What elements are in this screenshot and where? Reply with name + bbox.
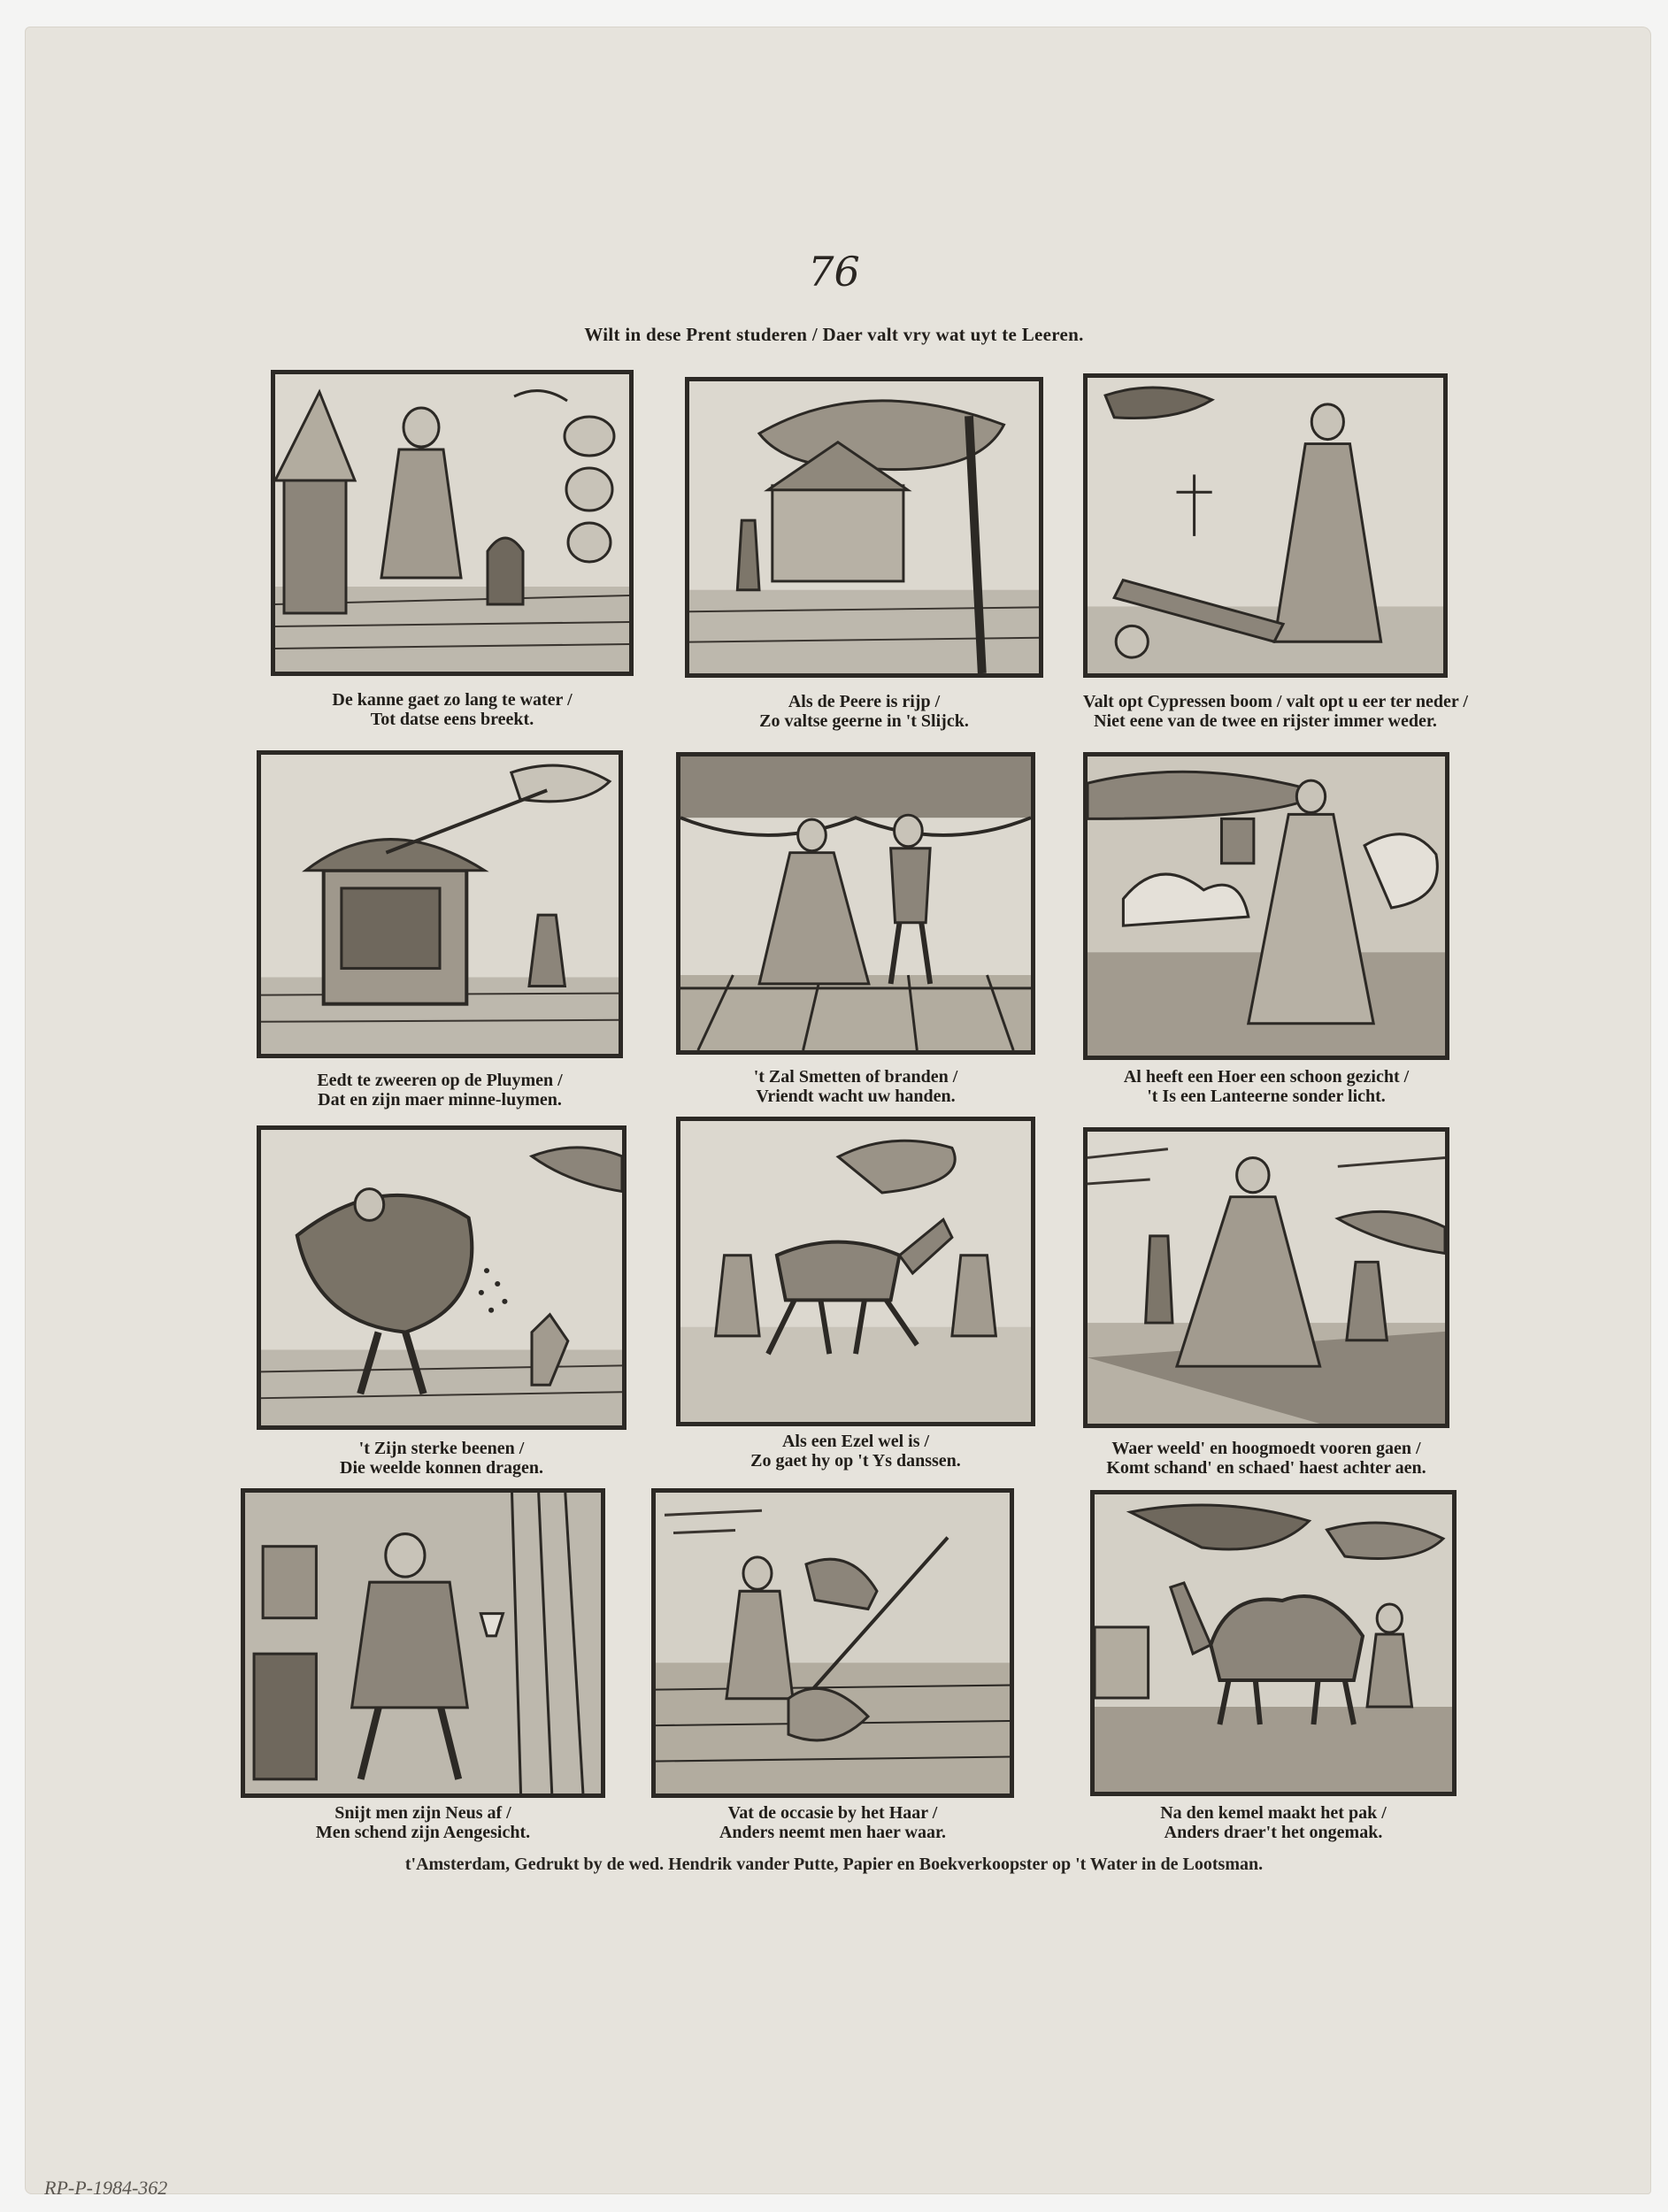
- caption-line-1: Als een Ezel wel is /: [781, 1432, 930, 1451]
- caption-11: [651, 1803, 1014, 1842]
- caption-4: [257, 1071, 623, 1110]
- caption-line-2: Die weelde konnen dragen.: [340, 1458, 543, 1478]
- woodcut-image: [656, 1493, 1010, 1793]
- caption-line-1: Vat de occasie by het Haar /: [727, 1803, 938, 1823]
- caption-line-1: Al heeft een Hoer een schoon gezicht /: [1123, 1067, 1410, 1087]
- woodcut-image: [1088, 1132, 1445, 1424]
- caption-10: [241, 1803, 605, 1842]
- woodcut-image: [680, 1121, 1031, 1422]
- caption-7: [257, 1439, 626, 1478]
- woodcut-panel-4: [257, 750, 623, 1058]
- caption-line-1: Als de Peere is rijp /: [788, 692, 941, 711]
- woodcut-panel-2: [685, 377, 1043, 678]
- caption-3: [1083, 692, 1468, 731]
- caption-line-2: Tot datse eens breekt.: [370, 710, 534, 729]
- woodcut-panel-10: [241, 1488, 605, 1798]
- woodcut-image: [1095, 1494, 1452, 1792]
- sheet-title: Wilt in dese Prent studeren / Daer valt vry wat uyt te Leeren.: [584, 324, 1084, 345]
- caption-line-1: Snijt men zijn Neus af /: [334, 1803, 511, 1823]
- caption-line-2: Vriendt wacht uw handen.: [756, 1087, 956, 1106]
- woodcut-panel-12: [1090, 1490, 1457, 1796]
- caption-12: [1090, 1803, 1457, 1842]
- caption-2: [685, 692, 1043, 731]
- caption-line-1: 't Zijn sterke beenen /: [358, 1439, 525, 1458]
- inventory-number: RP-P-1984-362: [44, 2177, 168, 2199]
- woodcut-image: [245, 1493, 601, 1793]
- woodcut-panel-3: [1083, 373, 1448, 678]
- page-number: 76: [808, 248, 860, 296]
- caption-line-2: Zo valtse geerne in 't Slijck.: [759, 711, 969, 731]
- caption-line-2: Zo gaet hy op 't Ys danssen.: [750, 1451, 961, 1471]
- caption-line-2: 't Is een Lanteerne sonder licht.: [1147, 1087, 1386, 1106]
- caption-line-2: Men schend zijn Aengesicht.: [315, 1823, 531, 1842]
- caption-line-2: Anders draer't het ongemak.: [1164, 1823, 1383, 1842]
- caption-line-1: 't Zal Smetten of branden /: [753, 1067, 958, 1087]
- caption-8: [676, 1432, 1035, 1471]
- caption-line-2: Dat en zijn maer minne-luymen.: [318, 1090, 562, 1110]
- caption-line-1: Waer weeld' en hoogmoedt vooren gaen /: [1111, 1439, 1421, 1458]
- caption-line-1: Eedt te zweeren op de Pluymen /: [317, 1071, 563, 1090]
- woodcut-image: [680, 757, 1031, 1050]
- caption-line-2: Niet eene van de twee en rijster immer weder.: [1094, 711, 1437, 731]
- woodcut-image: [689, 381, 1039, 673]
- caption-line-1: Valt opt Cypressen boom / valt opt u eer ter neder /: [1083, 692, 1468, 711]
- caption-5: [676, 1067, 1035, 1106]
- woodcut-panel-1: [271, 370, 634, 676]
- woodcut-panel-9: [1083, 1127, 1449, 1428]
- woodcut-panel-7: [257, 1125, 626, 1430]
- woodcut-panel-6: [1083, 752, 1449, 1060]
- printer-imprint: t'Amsterdam, Gedrukt by de wed. Hendrik vander Putte, Papier en Boekverkoopster op 't Water in de Lootsman.: [404, 1855, 1264, 1874]
- caption-9: [1083, 1439, 1449, 1478]
- caption-6: [1083, 1067, 1449, 1106]
- woodcut-image: [261, 1130, 622, 1425]
- woodcut-panel-5: [676, 752, 1035, 1055]
- caption-line-1: Na den kemel maakt het pak /: [1160, 1803, 1387, 1823]
- caption-line-2: Komt schand' en schaed' haest achter aen.: [1106, 1458, 1426, 1478]
- woodcut-panel-8: [676, 1117, 1035, 1426]
- woodcut-image: [261, 755, 619, 1054]
- caption-line-1: De kanne gaet zo lang te water /: [332, 690, 573, 710]
- woodcut-image: [275, 374, 629, 672]
- woodcut-image: [1088, 378, 1443, 673]
- woodcut-image: [1088, 757, 1445, 1056]
- woodcut-panel-11: [651, 1488, 1014, 1798]
- caption-line-2: Anders neemt men haer waar.: [719, 1823, 947, 1842]
- caption-1: [271, 690, 634, 729]
